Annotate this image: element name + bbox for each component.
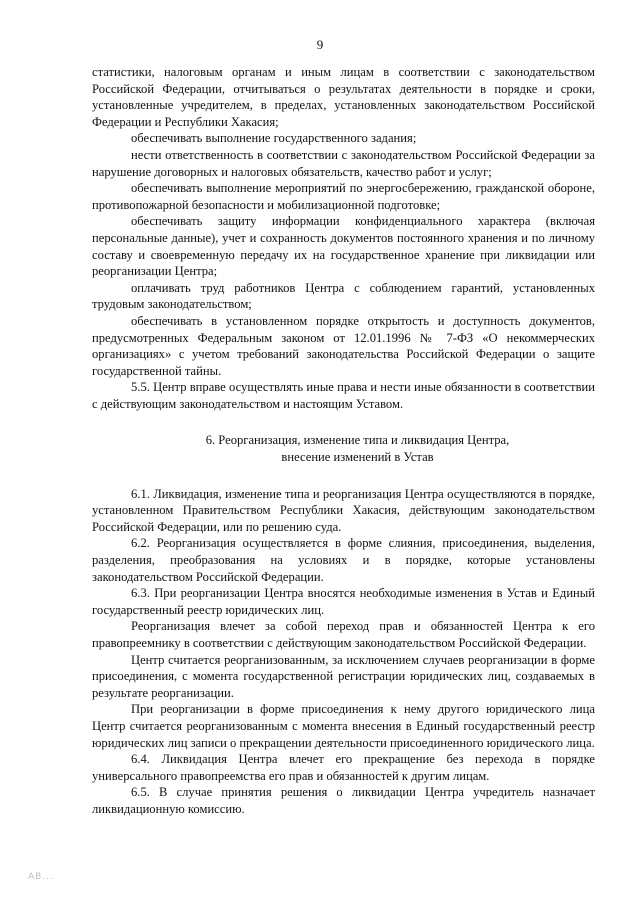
- paragraph: 6.3. При реорганизации Центра вносятся необходимые изменения в Устав и Единый государственный реестр юридических лиц.: [92, 586, 595, 617]
- paragraph: 6.2. Реорганизация осуществляется в форме слияния, присоединения, выделения, разделения, преобразования на условиях и в порядке, которые установлены законодательством Российской Федерации.: [92, 536, 595, 584]
- paragraph: 5.5. Центр вправе осуществлять иные права и нести иные обязанности в соответствии с действующим законодательством и настоящим Уставом.: [92, 380, 595, 411]
- section-5-continuation: [92, 64, 595, 412]
- paragraph: обеспечивать защиту информации конфиденциального характера (включая персональные данные), учет и сохранность документов постоянного хранения и по личному составу и своевременную передачу их на государственное хранение при ликвидации или реорганизации Центра;: [92, 214, 595, 279]
- paragraph: обеспечивать выполнение государственного задания;: [131, 131, 417, 146]
- document-body: [92, 64, 595, 818]
- paragraph: При реорганизации в форме присоединения к нему другого юридического лица Центр считается реорганизованным с момента внесения в Единый государственный реестр юридических лиц записи о прекращении деятельности присоединенного юридического лица.: [92, 702, 595, 750]
- paragraph: статистики, налоговым органам и иным лицам в соответствии с законодательством Российской Федерации, отчитываться о результатах деятельности в порядке и сроки, установленные учредителем, в пределах, установленных законодательством Российской Федерации и Республики Хакасия;: [92, 65, 595, 129]
- paragraph: 6.1. Ликвидация, изменение типа и реорганизация Центра осуществляются в порядке, установленном Правительством Республики Хакасия, действующим законодательством Российской Федерации, или по решению суда.: [92, 486, 595, 534]
- paragraph: нести ответственность в соответствии с законодательством Российской Федерации за нарушение договорных и налоговых обязательств, качество работ и услуг;: [92, 147, 595, 179]
- section-6-body: [92, 486, 595, 818]
- section-heading-line1: 6. Реорганизация, изменение типа и ликвидация Центра,: [205, 433, 510, 448]
- paragraph: обеспечивать выполнение мероприятий по энергосбережению, гражданской обороне, противопожарной безопасности и мобилизационной подготовке;: [92, 181, 595, 212]
- paragraph: 6.5. В случае принятия решения о ликвидации Центра учредитель назначает ликвидационную комиссию.: [92, 785, 595, 816]
- paragraph: Центр считается реорганизованным, за исключением случаев реорганизации в форме присоединения, с момента государственной регистрации юридических лиц, создаваемых в результате реорганизации.: [92, 652, 595, 700]
- page-number: 9: [316, 37, 324, 52]
- paragraph: оплачивать труд работников Центра с соблюдением гарантий, установленных трудовым законодательством;: [92, 280, 595, 312]
- paragraph: обеспечивать в установленном порядке открытость и доступность документов, предусмотренных Федеральным законом от 12.01.1996 № 7-ФЗ «О некоммерческих организациях» с учетом требований законодательства Российской Федерации о защите государственной тайны.: [92, 313, 595, 378]
- scan-watermark: АВ...: [28, 872, 54, 882]
- section-6-heading: [92, 432, 595, 465]
- paragraph: Реорганизация влечет за собой переход прав и обязанностей Центра к его правопреемнику в соответствии с действующим законодательством Российской Федерации.: [92, 619, 595, 650]
- section-heading-line2: внесение изменений в Устав: [281, 450, 434, 465]
- paragraph: 6.4. Ликвидация Центра влечет его прекращение без перехода в порядке универсального правопреемства его прав и обязанностей к другим лицам.: [92, 752, 595, 783]
